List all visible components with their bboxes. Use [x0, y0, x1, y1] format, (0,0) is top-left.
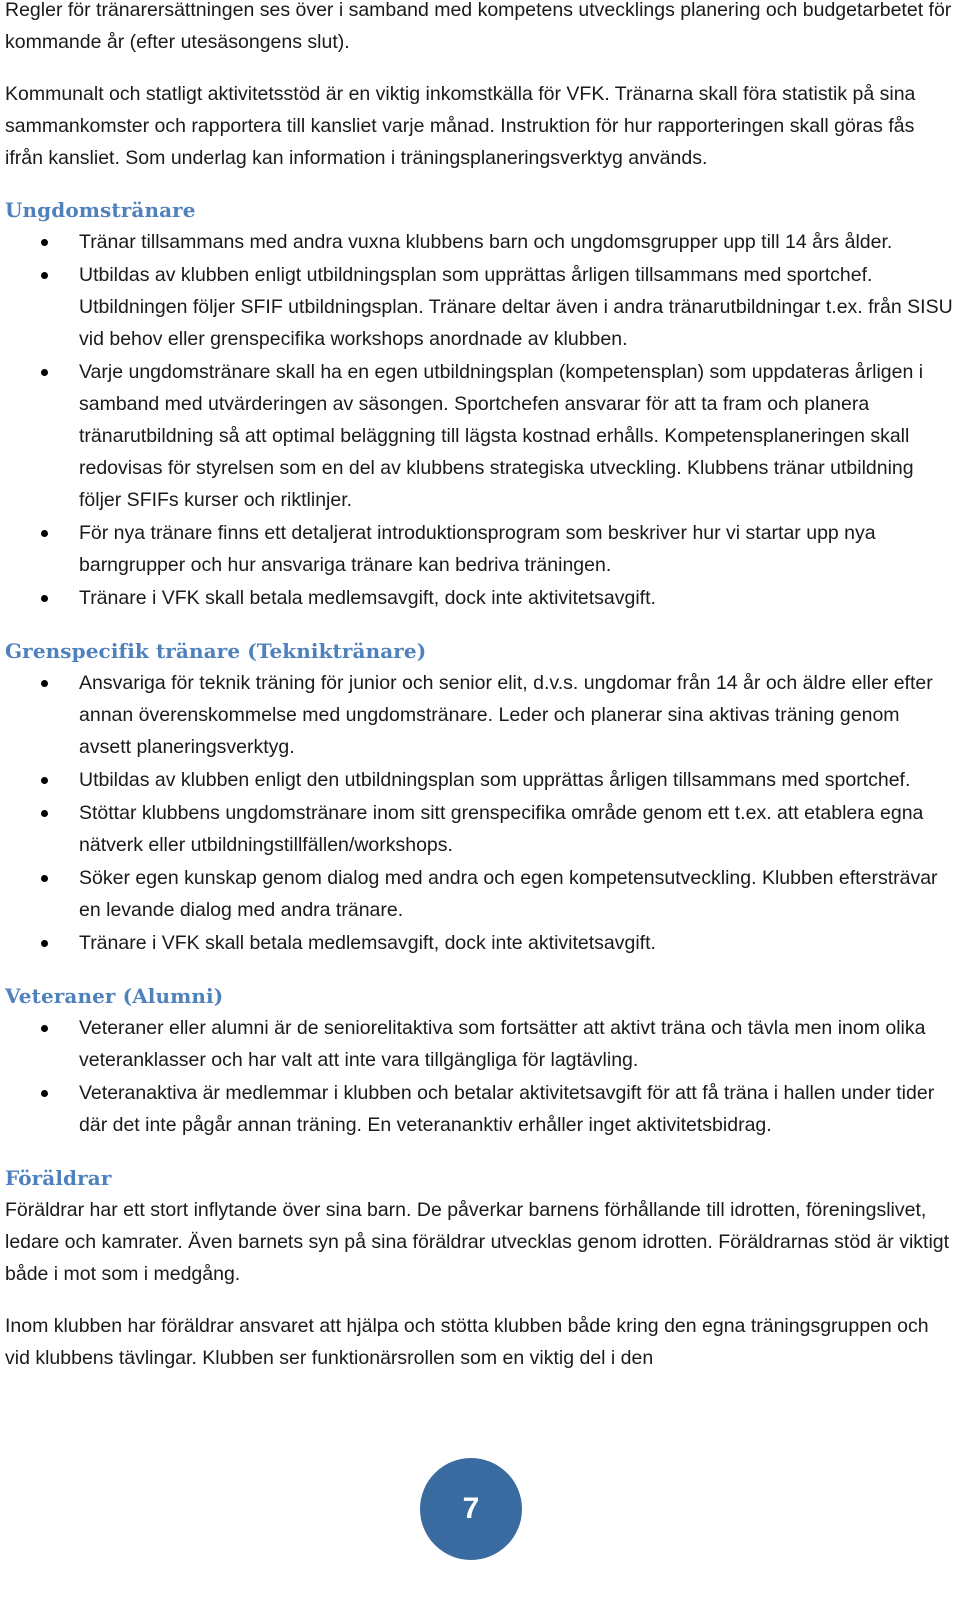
bullet-icon	[41, 1090, 48, 1097]
intro-paragraph-2: Kommunalt och statligt aktivitetsstöd är en viktig inkomstkälla för VFK. Tränarna skall föra statistik på sina sammankomster och rapportera till kansliet varje månad. Instruktion för hur rapporteringen skall göras fås ifrån kansliet. Som underlag kan information i träningsplaneringsverktyg används.	[5, 83, 916, 169]
list-item	[5, 259, 953, 355]
bullet-icon	[41, 875, 48, 882]
list-item	[5, 517, 953, 581]
veteraner-list	[5, 1012, 953, 1141]
list-item	[5, 862, 953, 926]
list-item	[5, 1012, 953, 1076]
bullet-icon	[41, 595, 48, 602]
list-item-text: Veteranaktiva är medlemmar i klubben och betalar aktivitetsavgift för att få träna i hallen under tider där det inte pågår annan träning. En veterananktiv erhåller inget aktivitetsbidrag.	[79, 1082, 935, 1136]
bullet-icon	[41, 272, 48, 279]
bullet-icon	[41, 940, 48, 947]
document-page	[5, 0, 953, 1374]
bullet-icon	[41, 777, 48, 784]
page-number-badge	[420, 1458, 522, 1560]
list-item	[5, 764, 953, 796]
list-item-text: För nya tränare finns ett detaljerat introduktionsprogram som beskriver hur vi startar upp nya barngrupper och hur ansvariga tränare kan bedriva träningen.	[79, 522, 876, 576]
list-item	[5, 667, 953, 763]
list-item	[5, 1077, 953, 1141]
bullet-icon	[41, 369, 48, 376]
bullet-icon	[41, 530, 48, 537]
list-item	[5, 797, 953, 861]
list-item-text: Utbildas av klubben enligt utbildningsplan som upprättas årligen tillsammans med sportchef. Utbildningen följer SFIF utbildningsplan. Tränare deltar även i andra tränarutbildningar t.ex. från SISU vid behov eller grenspecifika workshops anordnade av klubben.	[79, 264, 953, 350]
list-item-text: Ansvariga för teknik träning för junior och senior elit, d.v.s. ungdomar från 14 år och äldre eller efter annan överenskommelse med ungdomstränare. Leder och planerar sina aktivas träning genom avsett planeringsverktyg.	[79, 672, 933, 758]
list-item-text: Tränar tillsammans med andra vuxna klubbens barn och ungdomsgrupper upp till 14 års ålder.	[79, 231, 893, 253]
list-item-text: Varje ungdomstränare skall ha en egen utbildningsplan (kompetensplan) som uppdateras årligen i samband med utvärderingen av säsongen. Sportchefen ansvarar för att ta fram och planera tränarutbildning så att optimal beläggning till lägsta kostnad erhålls. Kompetensplaneringen skall redovisas för styrelsen som en del av klubbens strategiska utveckling. Klubbens tränar utbildning följer SFIFs kurser och riktlinjer.	[79, 361, 924, 511]
section-heading-ungdomstranare: Ungdomstränare	[5, 198, 196, 222]
list-item-text: Tränare i VFK skall betala medlemsavgift, dock inte aktivitetsavgift.	[79, 932, 656, 954]
list-item-text: Utbildas av klubben enligt den utbildningsplan som upprättas årligen tillsammans med sportchef.	[79, 769, 911, 791]
list-item	[5, 226, 953, 258]
section-heading-veteraner: Veteraner (Alumni)	[5, 984, 224, 1008]
section-heading-grenspecifik-tranare: Grenspecifik tränare (Tekniktränare)	[5, 639, 427, 663]
grenspecifik-list	[5, 667, 953, 959]
bullet-icon	[41, 810, 48, 817]
list-item-text: Söker egen kunskap genom dialog med andra och egen kompetensutveckling. Klubben eftersträvar en levande dialog med andra tränare.	[79, 867, 938, 921]
bullet-icon	[41, 680, 48, 687]
list-item-text: Tränare i VFK skall betala medlemsavgift, dock inte aktivitetsavgift.	[79, 587, 656, 609]
intro-paragraph-1: Regler för tränarersättningen ses över i samband med kompetens utvecklings planering och budgetarbetet för kommande år (efter utesäsongens slut).	[5, 0, 952, 53]
foraldrar-paragraph-1: Föräldrar har ett stort inflytande över sina barn. De påverkar barnens förhållande till idrotten, föreningslivet, ledare och kamrater. Även barnets syn på sina föräldrar utvecklas genom idrotten. Föräldrarnas stöd är viktigt både i mot som i medgång.	[5, 1199, 950, 1285]
list-item	[5, 356, 953, 516]
bullet-icon	[41, 1025, 48, 1032]
ungdomstranare-list	[5, 226, 953, 614]
list-item-text: Veteraner eller alumni är de seniorelitaktiva som fortsätter att aktivt träna och tävla men inom olika veteranklasser och har valt att inte vara tillgängliga för lagtävling.	[79, 1017, 926, 1071]
list-item-text: Stöttar klubbens ungdomstränare inom sitt grenspecifika område genom ett t.ex. att etablera egna nätverk eller utbildningstillfällen/workshops.	[79, 802, 924, 856]
list-item	[5, 927, 953, 959]
list-item	[5, 582, 953, 614]
foraldrar-paragraph-2: Inom klubben har föräldrar ansvaret att hjälpa och stötta klubben både kring den egna träningsgruppen och vid klubbens tävlingar. Klubben ser funktionärsrollen som en viktig del i den	[5, 1315, 929, 1369]
section-heading-foraldrar: Föräldrar	[5, 1166, 112, 1190]
bullet-icon	[41, 239, 48, 246]
page-number: 7	[462, 1492, 480, 1525]
